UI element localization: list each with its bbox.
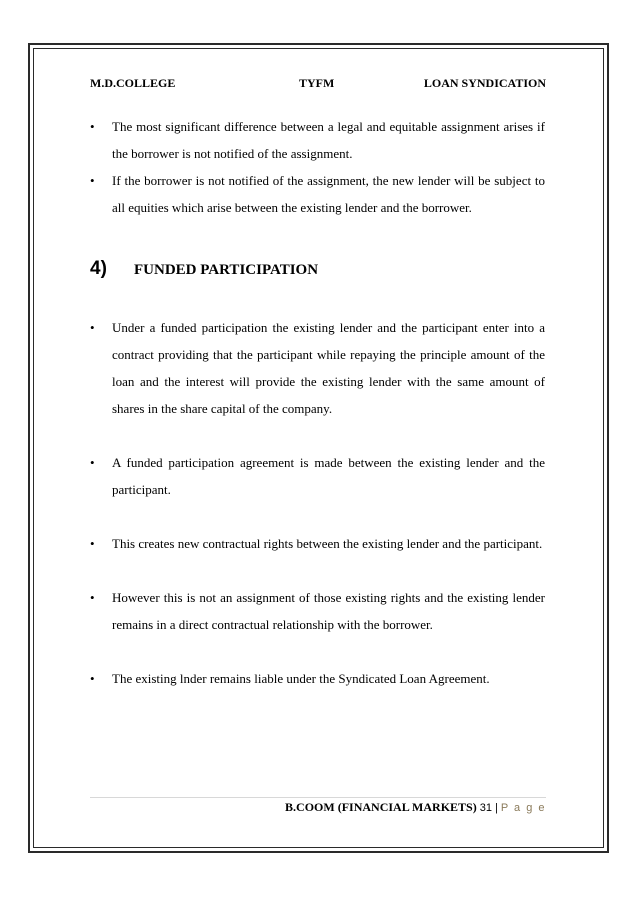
page-footer: [285, 800, 546, 815]
list-item: [90, 449, 545, 503]
header-subject: LOAN SYNDICATION: [423, 76, 546, 90]
header-course: TYFM: [299, 76, 335, 90]
list-item-text: The existing lnder remains liable under the Syndicated Loan Agreement.: [112, 671, 490, 686]
section-bullet-list: [90, 314, 545, 692]
list-item: [90, 665, 545, 692]
list-item-text: However this is not an assignment of those existing rights and the existing lender remains in a direct contractual relationship with the borrower.: [112, 590, 545, 632]
bullet-icon: •: [90, 173, 95, 188]
list-item-text: A funded participation agreement is made between the existing lender and the participant.: [112, 455, 545, 497]
page-header: [90, 76, 546, 90]
section-number: 4): [90, 258, 107, 279]
bullet-icon: •: [90, 536, 95, 551]
list-item-text: Under a funded participation the existing lender and the participant enter into a contract providing that the participant while repaying the principle amount of the loan and the interest will provide the existing lender with the same amount of shares in the share capital of the company.: [112, 320, 545, 416]
bullet-icon: •: [90, 119, 95, 134]
bullet-icon: •: [90, 590, 95, 605]
list-item-text: This creates new contractual rights between the existing lender and the participant.: [112, 536, 543, 551]
list-item-text: If the borrower is not notified of the assignment, the new lender will be subject to all equities which arise between the existing lender and the borrower.: [112, 173, 545, 215]
list-item: [90, 167, 545, 221]
bullet-icon: •: [90, 320, 95, 335]
page-label: P a g e: [500, 802, 546, 814]
list-item: [90, 530, 545, 557]
footer-separator: |: [494, 802, 498, 814]
intro-bullet-list: [90, 113, 545, 221]
section-title: FUNDED PARTICIPATION: [134, 262, 319, 278]
header-college: M.D.COLLEGE: [90, 76, 176, 90]
bullet-icon: •: [90, 455, 95, 470]
section-heading: [90, 258, 318, 280]
list-item: [90, 314, 545, 422]
footer-divider: [90, 797, 546, 798]
list-item: [90, 584, 545, 638]
list-item-text: The most significant difference between a legal and equitable assignment arises if the borrower is not notified of the assignment.: [112, 119, 545, 161]
list-item: [90, 113, 545, 167]
bullet-icon: •: [90, 671, 95, 686]
footer-course: B.COOM (FINANCIAL MARKETS): [285, 800, 477, 814]
page-number: 31: [479, 802, 492, 814]
